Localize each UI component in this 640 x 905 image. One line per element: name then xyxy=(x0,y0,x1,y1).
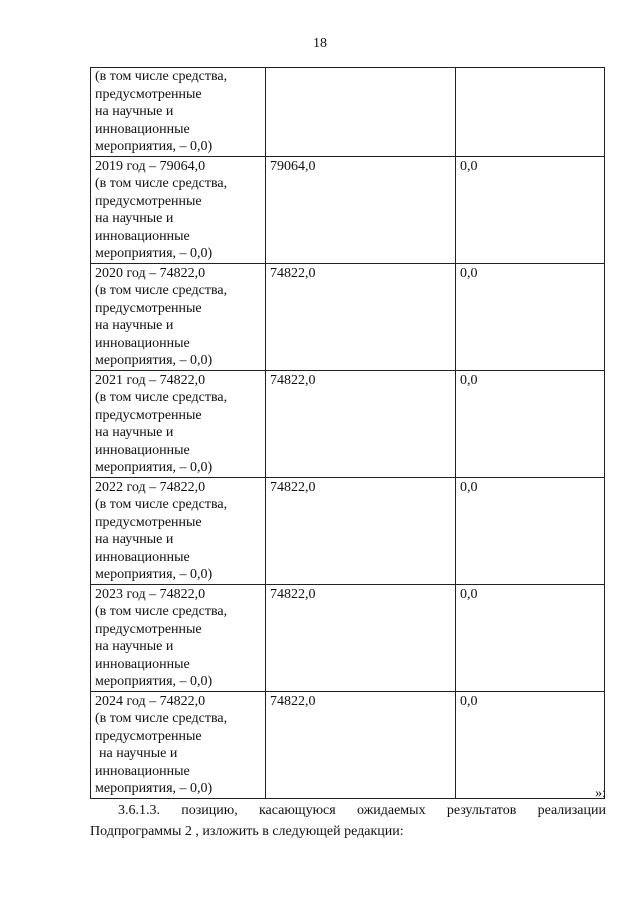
paragraph-word: 3.6.1.3. xyxy=(118,803,160,818)
cell-text-line: инновационные xyxy=(95,335,190,351)
cell-other-amount: 0,0 xyxy=(456,477,605,584)
cell-other-amount: 0,0 xyxy=(456,156,605,263)
cell-amount: 79064,0 xyxy=(266,156,456,263)
cell-text-line: (в том числе средства, xyxy=(95,497,228,512)
cell-amount: 74822,0 xyxy=(266,263,456,370)
closing-quote: »; xyxy=(595,786,606,801)
cell-period-description xyxy=(91,584,266,691)
paragraph-second-line: Подпрограммы 2 , изложить в следующей редакции: xyxy=(90,824,404,839)
cell-text-line: (в том числе средства, xyxy=(95,711,228,726)
cell-text-line: (в том числе средства, xyxy=(95,69,228,84)
cell-text-line: инновационные xyxy=(95,549,190,565)
cell-period-description xyxy=(91,477,266,584)
cell-other-amount: 0,0 xyxy=(456,370,605,477)
cell-other-amount: 0,0 xyxy=(456,263,605,370)
cell-other-amount: 0,0 xyxy=(456,584,605,691)
cell-text-line: предусмотренные xyxy=(95,728,202,744)
cell-text-line: на научные и xyxy=(99,746,178,761)
paragraph-word: ожидаемых xyxy=(356,803,426,818)
table-row xyxy=(91,156,605,263)
cell-amount xyxy=(266,68,456,157)
cell-text-line: мероприятия, – 0,0) xyxy=(95,246,213,261)
cell-text-line: на научные и xyxy=(95,104,174,119)
table-row xyxy=(91,477,605,584)
cell-text-line: мероприятия, – 0,0) xyxy=(95,781,213,796)
cell-text-line: предусмотренные xyxy=(95,407,202,423)
cell-text-line: (в том числе средства, xyxy=(95,390,228,405)
page-number: 18 xyxy=(313,36,327,51)
amendment-paragraph xyxy=(90,800,606,842)
table-row xyxy=(91,584,605,691)
paragraph-word: реализации xyxy=(537,803,606,818)
cell-text-line: 2021 год – 74822,0 xyxy=(95,372,206,388)
cell-text-line: 2024 год – 74822,0 xyxy=(95,693,206,709)
cell-text-line: (в том числе средства, xyxy=(95,283,228,298)
cell-text-line: инновационные xyxy=(95,121,190,137)
cell-text-line: (в том числе средства, xyxy=(95,176,228,191)
cell-text-line: на научные и xyxy=(95,532,174,547)
table-row-continuation xyxy=(91,68,605,157)
cell-text-line: 2023 год – 74822,0 xyxy=(95,586,206,602)
cell-text-line: (в том числе средства, xyxy=(95,604,228,619)
budget-table xyxy=(90,67,605,799)
cell-text-line: инновационные xyxy=(95,763,190,779)
cell-period-description xyxy=(91,370,266,477)
cell-text-line: мероприятия, – 0,0) xyxy=(95,674,213,689)
cell-text-line: предусмотренные xyxy=(95,621,202,637)
cell-text-line: мероприятия, – 0,0) xyxy=(95,460,213,475)
table-row xyxy=(91,263,605,370)
cell-text-line: 2020 год – 74822,0 xyxy=(95,265,206,281)
cell-text-line: на научные и xyxy=(95,211,174,226)
cell-text-line: на научные и xyxy=(95,318,174,333)
cell-period-description xyxy=(91,68,266,157)
cell-text-line: на научные и xyxy=(95,639,174,654)
cell-period-description xyxy=(91,691,266,798)
table-row xyxy=(91,691,605,798)
cell-text-line: инновационные xyxy=(95,442,190,458)
paragraph-first-line xyxy=(90,800,606,821)
cell-other-amount: 0,0 xyxy=(456,691,605,798)
cell-text-line: предусмотренные xyxy=(95,86,202,102)
cell-text-line: инновационные xyxy=(95,228,190,244)
table-row xyxy=(91,370,605,477)
cell-text-line: предусмотренные xyxy=(95,193,202,209)
cell-amount: 74822,0 xyxy=(266,691,456,798)
cell-text-line: инновационные xyxy=(95,656,190,672)
cell-text-line: предусмотренные xyxy=(95,300,202,316)
cell-text-line: мероприятия, – 0,0) xyxy=(95,139,213,154)
cell-period-description xyxy=(91,263,266,370)
paragraph-word: позицию, xyxy=(181,803,238,818)
cell-amount: 74822,0 xyxy=(266,370,456,477)
cell-amount: 74822,0 xyxy=(266,477,456,584)
cell-period-description xyxy=(91,156,266,263)
cell-other-amount xyxy=(456,68,605,157)
cell-amount: 74822,0 xyxy=(266,584,456,691)
cell-text-line: 2022 год – 74822,0 xyxy=(95,479,206,495)
paragraph-word: касающуюся xyxy=(258,803,336,818)
cell-text-line: предусмотренные xyxy=(95,514,202,530)
cell-text-line: мероприятия, – 0,0) xyxy=(95,567,213,582)
cell-text-line: 2019 год – 79064,0 xyxy=(95,158,206,174)
cell-text-line: на научные и xyxy=(95,425,174,440)
cell-text-line: мероприятия, – 0,0) xyxy=(95,353,213,368)
paragraph-word: результатов xyxy=(446,803,517,818)
